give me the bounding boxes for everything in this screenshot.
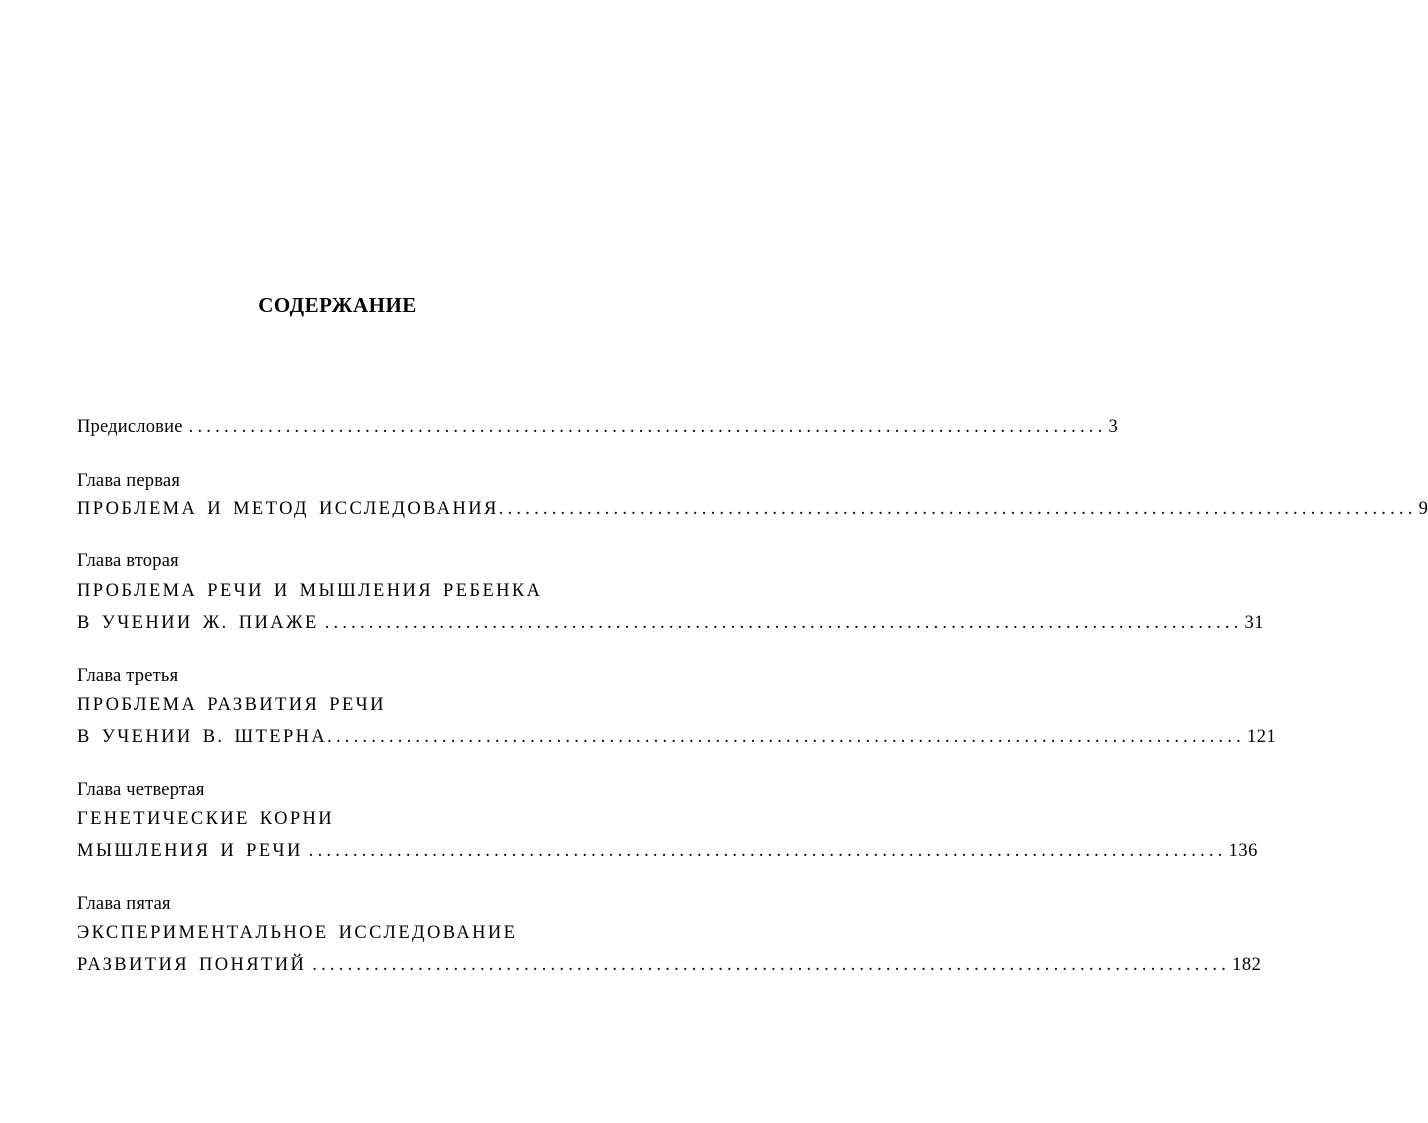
dot-leader: ........................................................................................................ bbox=[308, 841, 1227, 861]
dot-leader: ........................................................................................................ bbox=[324, 613, 1243, 633]
toc-entry-preface[interactable] bbox=[77, 417, 1119, 438]
chapter-heading: Глава первая bbox=[77, 471, 181, 491]
toc-entry-label: Предисловие bbox=[77, 417, 183, 437]
toc-page-number: 136 bbox=[1228, 841, 1258, 861]
toc-entry-chapter-5[interactable] bbox=[77, 955, 1262, 976]
chapter-title-line: В УЧЕНИИ Ж. ПИАЖЕ bbox=[77, 613, 319, 633]
toc-page-number: 31 bbox=[1244, 613, 1264, 633]
chapter-heading: Глава четвертая bbox=[77, 780, 205, 800]
toc-entry-chapter-2[interactable] bbox=[77, 613, 1264, 634]
chapter-title-line: ПРОБЛЕМА И МЕТОД ИССЛЕДОВАНИЯ bbox=[77, 499, 499, 519]
dot-leader: ........................................................................................................ bbox=[188, 417, 1107, 437]
toc-entry-chapter-1[interactable] bbox=[77, 499, 1428, 520]
toc-page-number: 3 bbox=[1108, 417, 1119, 437]
chapter-heading: Глава пятая bbox=[77, 894, 171, 914]
dot-leader: ........................................................................................................ bbox=[312, 955, 1231, 975]
toc-title: СОДЕРЖАНИЕ bbox=[258, 293, 417, 317]
toc-entry-chapter-3[interactable] bbox=[77, 727, 1277, 748]
toc-page-number: 121 bbox=[1246, 727, 1277, 747]
chapter-heading: Глава вторая bbox=[77, 551, 179, 571]
dot-leader: ........................................................................................................ bbox=[498, 499, 1417, 519]
chapter-title-line: МЫШЛЕНИЯ И РЕЧИ bbox=[77, 841, 303, 861]
toc-entry-chapter-4[interactable] bbox=[77, 841, 1258, 862]
chapter-title-line: ГЕНЕТИЧЕСКИЕ КОРНИ bbox=[77, 809, 335, 829]
chapter-title-line: ЭКСПЕРИМЕНТАЛЬНОЕ ИССЛЕДОВАНИЕ bbox=[77, 923, 518, 943]
toc-page-number: 9 bbox=[1418, 499, 1428, 519]
chapter-title-line: ПРОБЛЕМА РАЗВИТИЯ РЕЧИ bbox=[77, 695, 386, 715]
dot-leader: ........................................................................................................ bbox=[327, 727, 1245, 747]
chapter-heading: Глава третья bbox=[77, 666, 179, 686]
toc-page-number: 182 bbox=[1232, 955, 1262, 975]
chapter-title-line: В УЧЕНИИ В. ШТЕРНА bbox=[77, 727, 328, 747]
chapter-title-line: ПРОБЛЕМА РЕЧИ И МЫШЛЕНИЯ РЕБЕНКА bbox=[77, 581, 543, 601]
chapter-title-line: РАЗВИТИЯ ПОНЯТИЙ bbox=[77, 955, 307, 975]
